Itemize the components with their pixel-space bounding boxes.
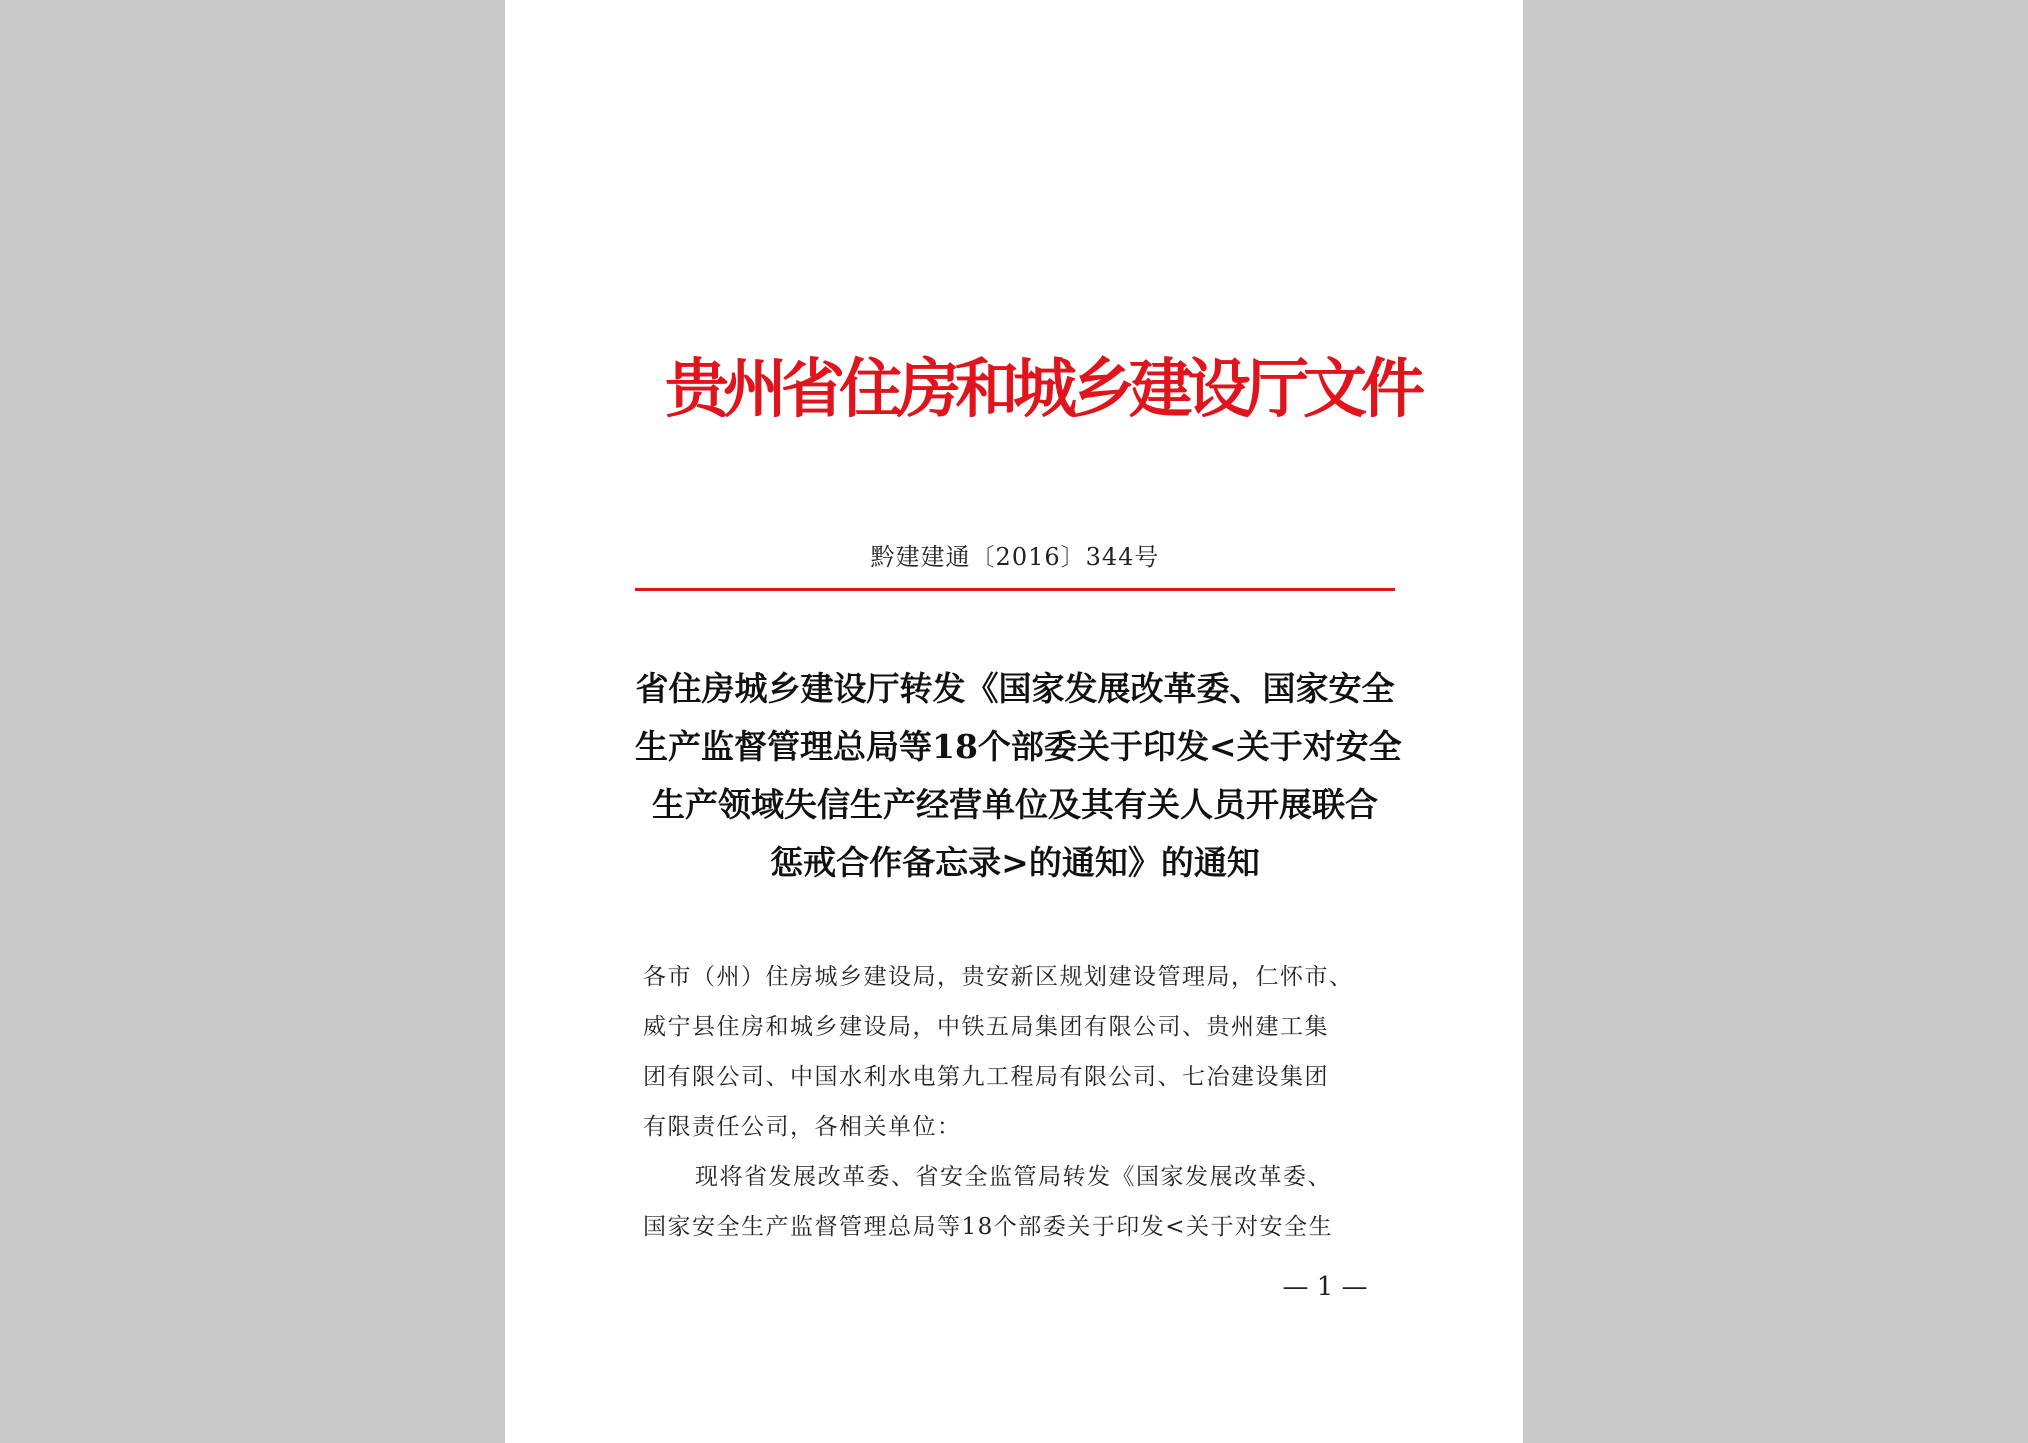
document-page [505,0,1523,1443]
notice-title-line: 惩戒合作备忘录>的通知》的通知 [770,843,1260,882]
header-title: 贵州省住房和城乡建设厅文件 [665,353,1419,427]
body-line: 国家安全生产监督管理总局等18个部委关于印发<关于对安全生 [643,1214,1334,1240]
body-line: 团有限公司、中国水利水电第九工程局有限公司、七冶建设集团 [643,1064,1329,1090]
notice-title-line: 生产领域失信生产经营单位及其有关人员开展联合 [652,785,1378,824]
notice-title [635,660,1402,892]
body-line: 现将省发展改革委、省安全监管局转发《国家发展改革委、 [695,1164,1332,1190]
notice-title-line: 省住房城乡建设厅转发《国家发展改革委、国家安全 [635,669,1395,708]
document-number: 黔建建通〔2016〕344号 [870,543,1160,571]
body-line: 各市（州）住房城乡建设局，贵安新区规划建设管理局，仁怀市、 [643,964,1354,990]
body-text [643,952,1403,1252]
body-line: 威宁县住房和城乡建设局，中铁五局集团有限公司、贵州建工集 [643,1014,1329,1040]
page-number: — 1 — [1282,1272,1368,1302]
body-line: 有限责任公司，各相关单位： [643,1114,962,1140]
notice-title-line: 生产监督管理总局等18个部委关于印发<关于对安全 [635,727,1402,766]
red-divider-line [635,588,1395,591]
